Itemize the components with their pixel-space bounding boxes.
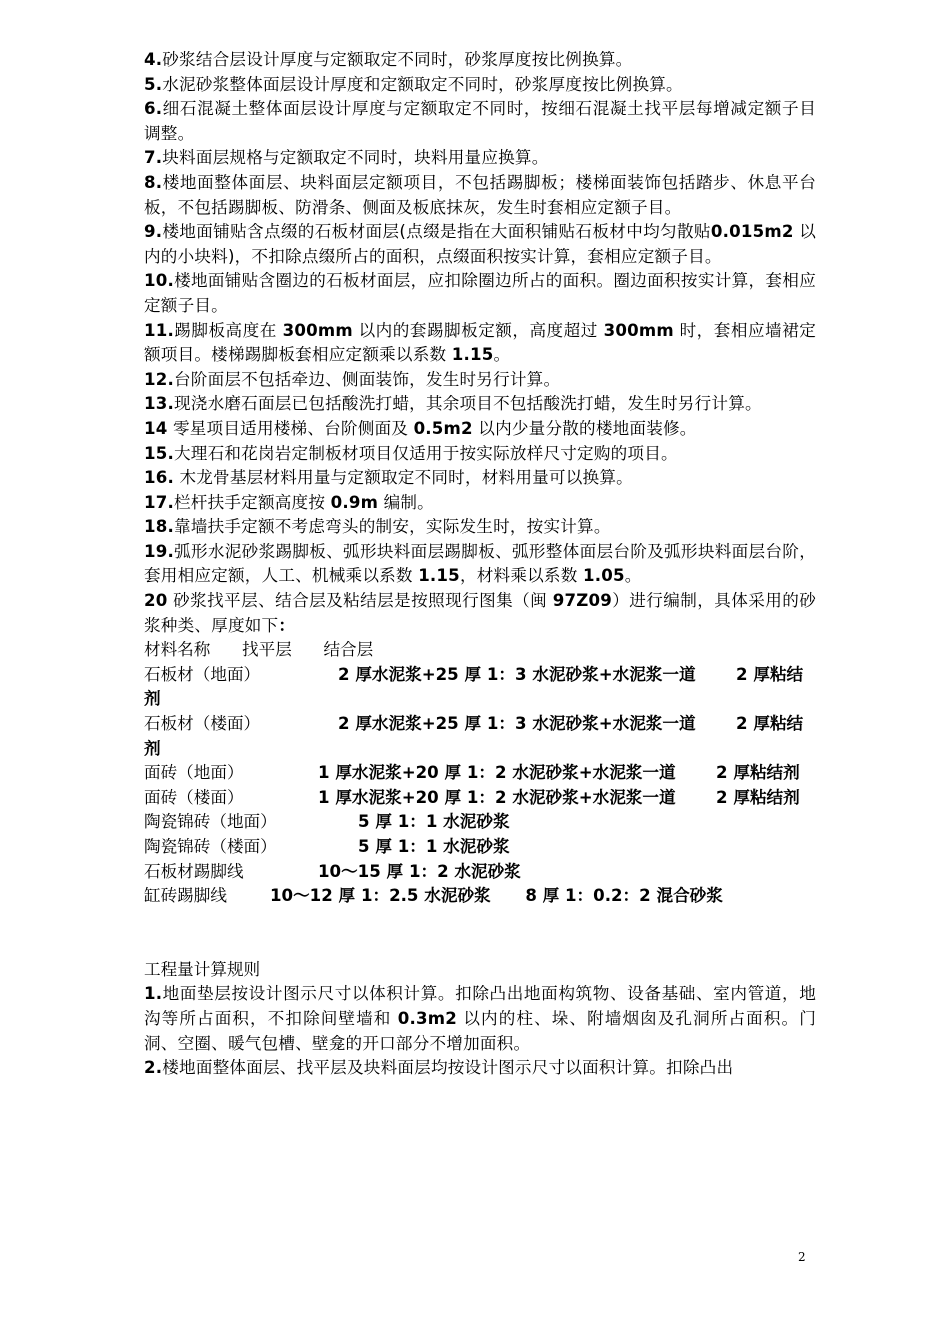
item-4: 4.砂浆结合层设计厚度与定额取定不同时，砂浆厚度按比例换算。 bbox=[144, 50, 633, 69]
material-spec: 5 厚 1：1 水泥砂浆 bbox=[358, 837, 510, 856]
material-spec: 10～15 厚 1：2 水泥砂浆 bbox=[318, 861, 521, 881]
item-6: 6.细石混凝土整体面层设计厚度与定额取定不同时，按细石混凝土找平层每增减定额子目调整。 bbox=[144, 99, 816, 143]
material-name: 陶瓷锦砖（楼面） bbox=[144, 837, 277, 856]
item-5: 5.水泥砂浆整体面层设计厚度和定额取定不同时，砂浆厚度按比例换算。 bbox=[144, 74, 683, 94]
section-title: 工程量计算规则 bbox=[144, 959, 261, 979]
material-name: 石板材（地面） bbox=[144, 664, 261, 684]
spacer bbox=[144, 909, 816, 958]
material-spec: 10～12 厚 1：2.5 水泥砂浆 8 厚 1：0.2：2 混合砂浆 bbox=[270, 886, 723, 906]
item-20: 20 砂浆找平层、结合层及粘结层是按照现行图集（闽 97Z09）进行编制，具体采用的砂浆种类、厚度如下： bbox=[144, 591, 816, 635]
rule-1: 1.地面垫层按设计图示尺寸以体积计算。扣除凸出地面构筑物、设备基础、室内管道，地沟等所占面积，不扣除间壁墙和 0.3m2 以内的柱、垛、附墙烟囱及孔洞所占面积。门洞、空圈、暖气包槽、壁龛的开口部分不增加面积。 bbox=[144, 984, 816, 1053]
rule-2: 2.楼地面整体面层、找平层及块料面层均按设计图示尺寸以面积计算。扣除凸出 bbox=[144, 1058, 734, 1078]
material-spec: 2 厚水泥浆+25 厚 1：3 水泥砂浆+水泥浆一道 2 厚粘结剂 bbox=[144, 664, 804, 709]
item-10: 10.楼地面铺贴含圈边的石板材面层，应扣除圈边所占的面积。圈边面积按实计算，套相应定额子目。 bbox=[144, 271, 816, 315]
material-name: 石板材（楼面） bbox=[144, 714, 261, 734]
item-11: 11.踢脚板高度在 300mm 以内的套踢脚板定额，高度超过 300mm 时，套相应墙裙定额项目。楼梯踢脚板套相应定额乘以系数 1.15。 bbox=[144, 320, 816, 365]
material-spec: 1 厚水泥浆+20 厚 1：2 水泥砂浆+水泥浆一道 2 厚粘结剂 bbox=[318, 763, 800, 783]
table-row bbox=[144, 712, 816, 761]
table-row bbox=[144, 860, 816, 885]
item-8: 8.楼地面整体面层、块料面层定额项目，不包括踢脚板；楼梯面装饰包括踏步、休息平台板，不包括踢脚板、防滑条、侧面及板底抹灰，发生时套相应定额子目。 bbox=[144, 172, 816, 217]
table-row bbox=[144, 663, 816, 712]
material-name: 缸砖踢脚线 bbox=[144, 886, 227, 906]
item-19: 19.弧形水泥砂浆踢脚板、弧形块料面层踢脚板、弧形整体面层台阶及弧形块料面层台阶，套用相应定额，人工、机械乘以系数 1.15，材料乘以系数 1.05。 bbox=[144, 541, 816, 586]
table-row bbox=[144, 786, 816, 811]
table-row bbox=[144, 884, 816, 909]
page-number: 2 bbox=[798, 1250, 806, 1264]
item-17: 17.栏杆扶手定额高度按 0.9m 编制。 bbox=[144, 492, 434, 512]
item-12: 12.台阶面层不包括牵边、侧面装饰，发生时另行计算。 bbox=[144, 369, 561, 389]
document-body bbox=[144, 48, 816, 1081]
item-18: 18.靠墙扶手定额不考虑弯头的制安，实际发生时，按实计算。 bbox=[144, 517, 611, 537]
material-name: 面砖（楼面） bbox=[144, 787, 244, 807]
item-16: 16. 木龙骨基层材料用量与定额取定不同时，材料用量可以换算。 bbox=[144, 468, 633, 488]
table-row bbox=[144, 761, 816, 786]
material-spec: 5 厚 1：1 水泥砂浆 bbox=[358, 812, 510, 832]
material-name: 陶瓷锦砖（地面） bbox=[144, 812, 277, 832]
item-14: 14 零星项目适用楼梯、台阶侧面及 0.5m2 以内少量分散的楼地面装修。 bbox=[144, 418, 697, 438]
material-spec: 2 厚水泥浆+25 厚 1：3 水泥砂浆+水泥浆一道 2 厚粘结剂 bbox=[144, 714, 804, 758]
item-15: 15.大理石和花岗岩定制板材项目仅适用于按实际放样尺寸定购的项目。 bbox=[144, 443, 678, 463]
item-9: 9.楼地面铺贴含点缀的石板材面层(点缀是指在大面积铺贴石板材中均匀散贴0.015m2 以内的小块料)，不扣除点缀所占的面积，点缀面积按实计算，套相应定额子目。 bbox=[144, 222, 816, 266]
table-header: 材料名称 找平层 结合层 bbox=[144, 640, 374, 660]
item-7: 7.块料面层规格与定额取定不同时，块料用量应换算。 bbox=[144, 148, 549, 168]
item-13: 13.现浇水磨石面层已包括酸洗打蜡，其余项目不包括酸洗打蜡，发生时另行计算。 bbox=[144, 394, 762, 414]
material-spec: 1 厚水泥浆+20 厚 1：2 水泥砂浆+水泥浆一道 2 厚粘结剂 bbox=[318, 787, 800, 807]
material-name: 面砖（地面） bbox=[144, 763, 244, 783]
table-row bbox=[144, 835, 816, 860]
table-row bbox=[144, 810, 816, 835]
mortar-table bbox=[144, 663, 816, 909]
material-name: 石板材踢脚线 bbox=[144, 861, 244, 881]
